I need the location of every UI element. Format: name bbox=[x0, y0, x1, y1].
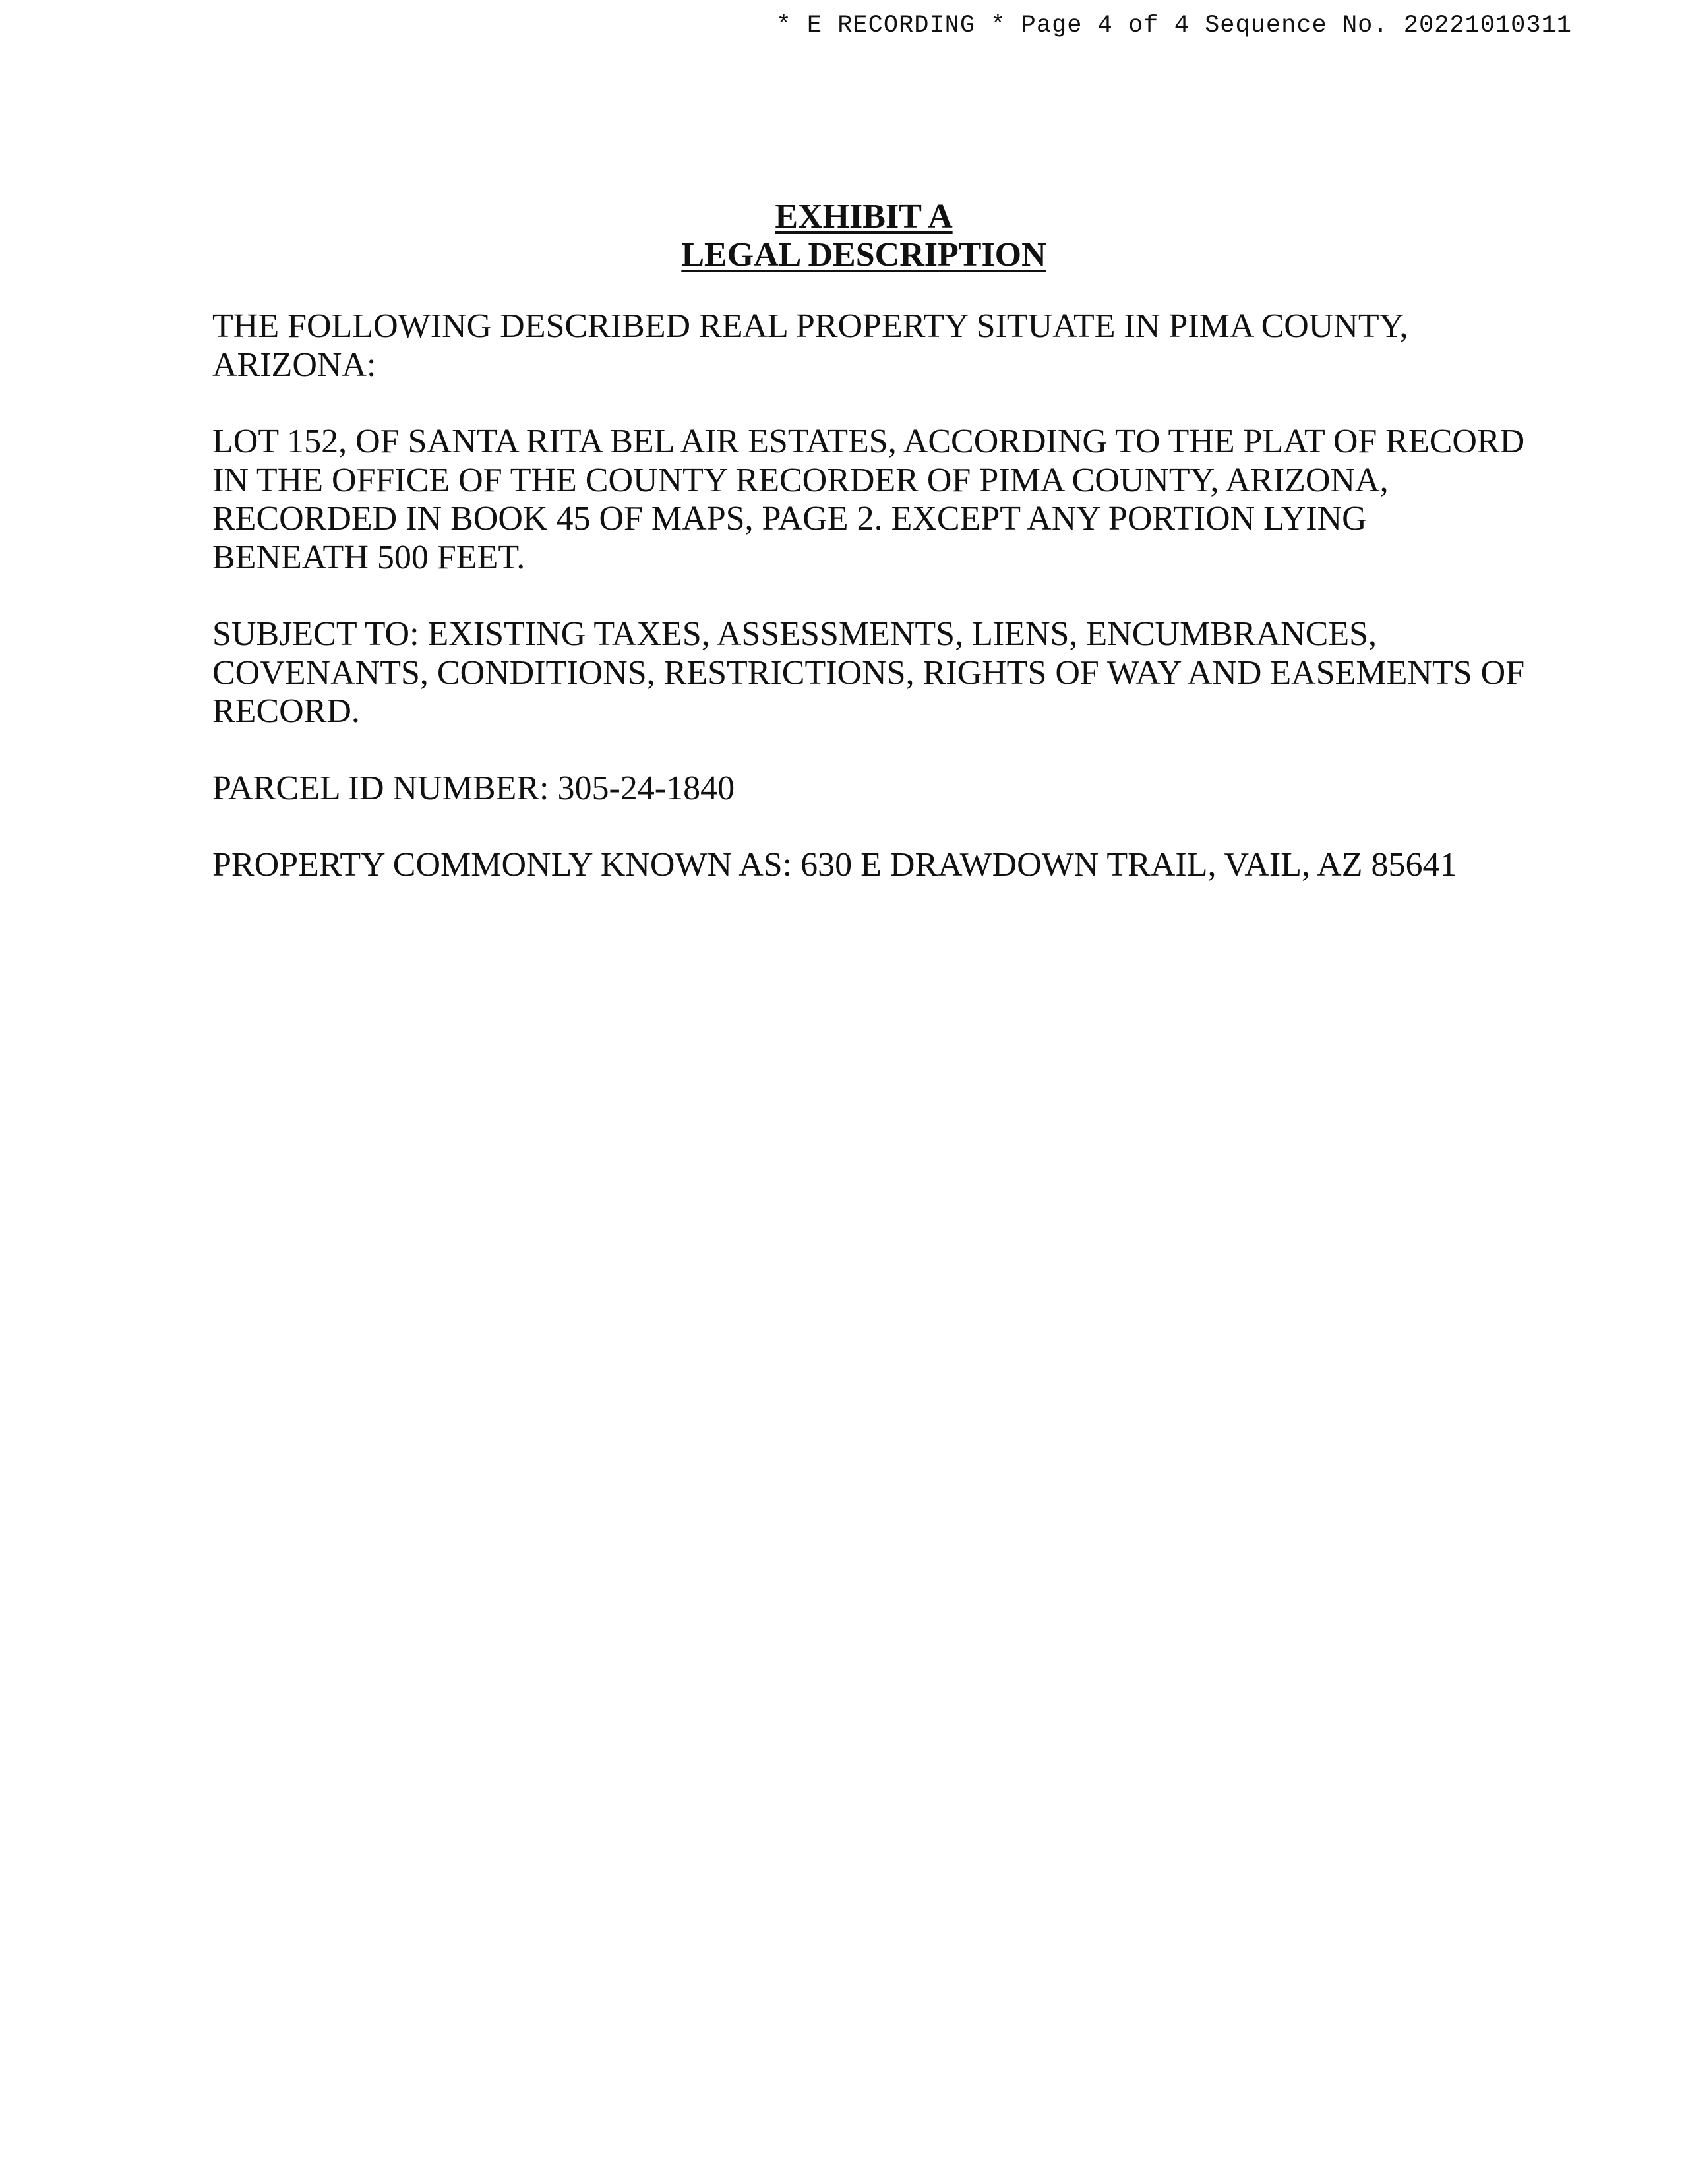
recording-header: * E RECORDING * Page 4 of 4 Sequence No. 20221010311 bbox=[776, 12, 1572, 40]
legal-description-heading: LEGAL DESCRIPTION bbox=[681, 236, 1046, 274]
exhibit-title bbox=[0, 198, 1688, 274]
parcel-id-paragraph: PARCEL ID NUMBER: 305-24-1840 bbox=[212, 769, 735, 807]
property-situate-paragraph: THE FOLLOWING DESCRIBED REAL PROPERTY SITUATE IN PIMA COUNTY, ARIZONA: bbox=[212, 307, 1408, 384]
lot-description-paragraph: LOT 152, OF SANTA RITA BEL AIR ESTATES, ACCORDING TO THE PLAT OF RECORD IN THE OFFICE OF THE COUNTY RECORDER OF PIMA COUNTY, ARIZONA, RECORDED IN BOOK 45 OF MAPS, PAGE 2. EXCEPT ANY PORTION LYING BENEATH 500 FEET. bbox=[212, 423, 1525, 576]
property-address-paragraph: PROPERTY COMMONLY KNOWN AS: 630 E DRAWDOWN TRAIL, VAIL, AZ 85641 bbox=[212, 846, 1457, 884]
subject-to-paragraph: SUBJECT TO: EXISTING TAXES, ASSESSMENTS, LIENS, ENCUMBRANCES, COVENANTS, CONDITIONS, RESTRICTIONS, RIGHTS OF WAY AND EASEMENTS OF RECORD. bbox=[212, 615, 1525, 730]
legal-description-body bbox=[212, 307, 1531, 923]
exhibit-heading: EXHIBIT A bbox=[775, 198, 953, 235]
